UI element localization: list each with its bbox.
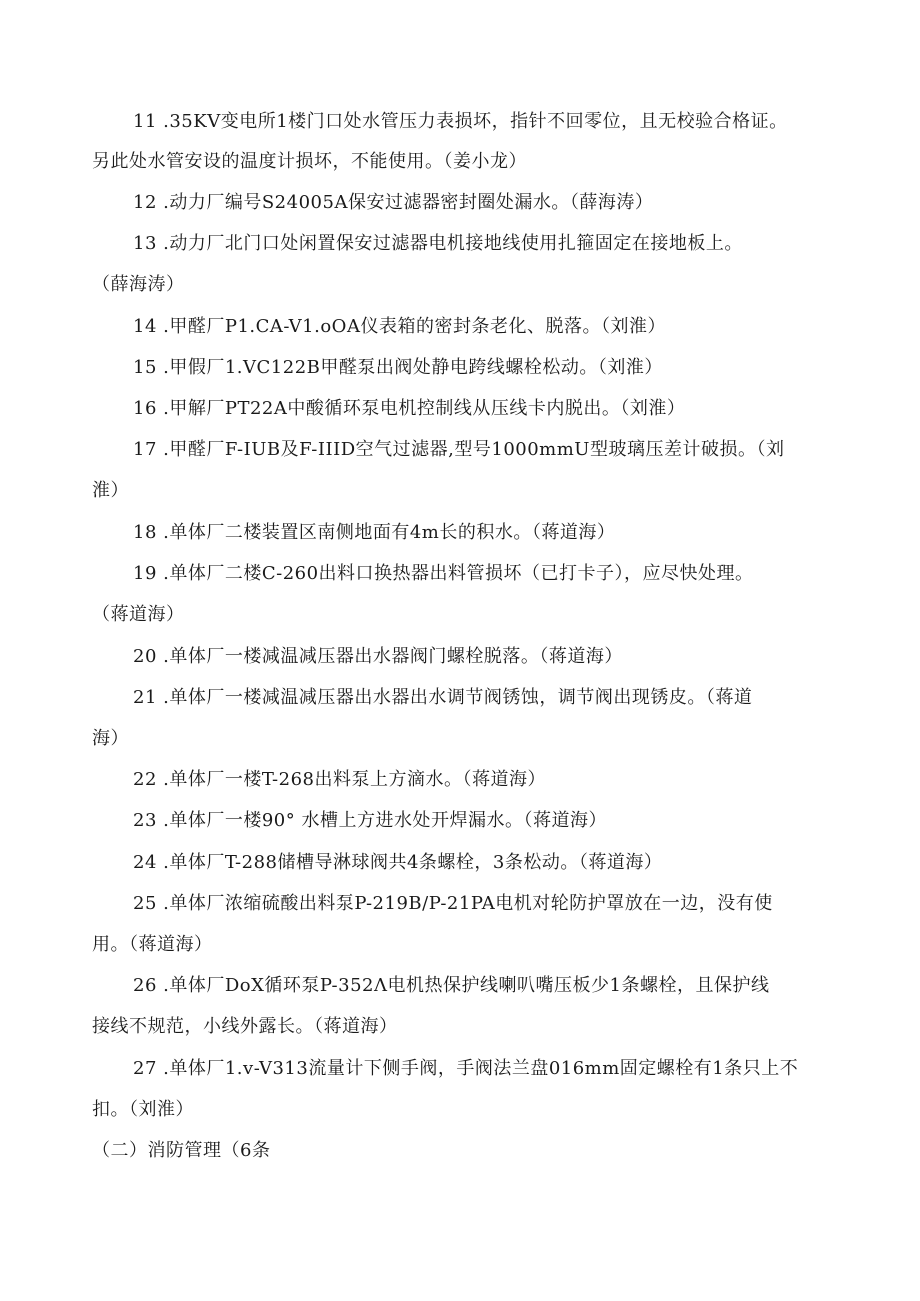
item-11-line-2: 另此处水管安设的温度计损坏，不能使用。（姜小龙） [92,151,527,172]
item-20-line-1: 20 .单体厂一楼减温减压器出水器阀门螺栓脱落。（蒋道海） [133,646,623,667]
item-13-line-1: 13 .动力厂北门口处闲置保安过滤器电机接地线使用扎箍固定在接地板上。 [133,233,743,254]
item-24-line-1: 24 .单体厂T-288储槽导淋球阀共4条螺栓，3条松动。（蒋道海） [133,852,663,873]
item-25-line-2: 用。（蒋道海） [92,934,213,955]
item-17-line-1: 17 .甲醛厂F-IUB及F-IIID空气过滤器,型号1000mmU型玻璃压差计破损。（刘 [133,439,785,460]
item-27-line-1: 27 .单体厂1.v-V313流量计下侧手阀，手阀法兰盘016mm固定螺栓有1条只上不 [133,1058,799,1079]
item-14-line-1: 14 .甲醛厂P1.CA-V1.oOA仪表箱的密封条老化、脱落。（刘淮） [133,316,666,337]
item-22-line-1: 22 .单体厂一楼T-268出料泵上方滴水。（蒋道海） [133,769,546,790]
item-19-line-2: （蒋道海） [92,604,185,625]
item-27-line-2: 扣。（刘淮） [92,1099,194,1120]
section-heading: （二）消防管理（6条 [92,1140,271,1161]
item-11-line-1: 11 .35KV变电所1楼门口处水管压力表损坏，指针不回零位，且无校验合格证。 [133,111,788,132]
item-16-line-1: 16 .甲解厂PT22A中酸循环泵电机控制线从压线卡内脱出。（刘淮） [133,398,686,419]
item-15-line-1: 15 .甲假厂1.VC122B甲醛泵出阀处静电跨线螺栓松动。（刘淮） [133,357,663,378]
item-26-line-2: 接线不规范，小线外露长。（蒋道海） [92,1016,398,1037]
item-23-line-1: 23 .单体厂一楼90° 水槽上方进水处开焊漏水。（蒋道海） [133,810,607,831]
item-12-line-1: 12 .动力厂编号S24005A保安过滤器密封圈处漏水。（薛海涛） [133,192,654,213]
item-13-line-2: （薛海涛） [92,274,185,295]
item-18-line-1: 18 .单体厂二楼装置区南侧地面有4m长的积水。（蒋道海） [133,522,616,543]
item-25-line-1: 25 .单体厂浓缩硫酸出料泵P-219B/P-21PA电机对轮防护罩放在一边，没有使 [133,893,773,914]
item-21-line-1: 21 .单体厂一楼减温减压器出水器出水调节阀锈蚀，调节阀出现锈皮。（蒋道 [133,687,753,708]
item-19-line-1: 19 .单体厂二楼C-260出料口换热器出料管损坏（已打卡子），应尽快处理。 [133,563,754,584]
item-21-line-2: 海） [92,728,129,749]
item-26-line-1: 26 .单体厂DoX循环泵P-352Λ电机热保护线喇叭嘴压板少1条螺栓，且保护线 [133,975,770,996]
item-17-line-2: 淮） [92,480,129,501]
